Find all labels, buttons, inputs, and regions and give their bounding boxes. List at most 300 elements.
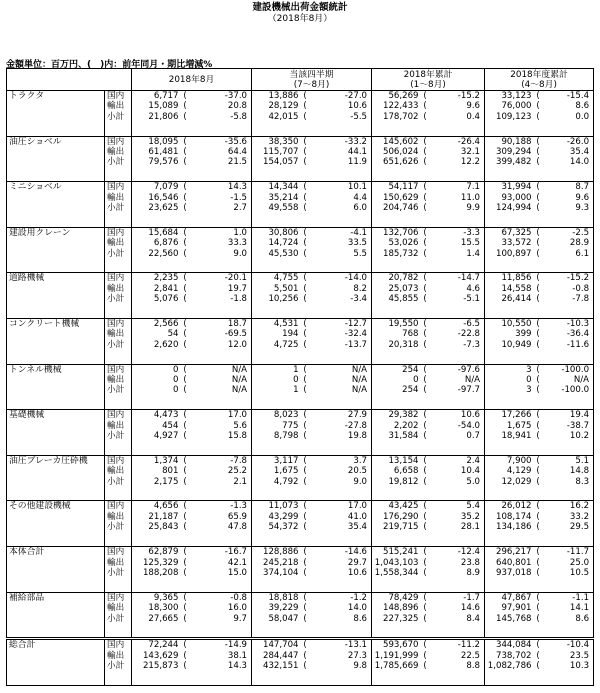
change-pct-cell: -1.3 (189, 501, 252, 512)
change-pct-cell: 10.6 (429, 410, 485, 421)
change-pct-cell: -54.0 (429, 421, 485, 431)
paren-cell: ( (536, 455, 540, 466)
column-header-line1: 2018年度累計 (510, 69, 568, 80)
category-cell (7, 340, 105, 350)
amount-cell: 62,879 (132, 547, 182, 558)
table-body (7, 91, 594, 686)
paren-cell: ( (423, 147, 427, 158)
paren-cell (422, 168, 429, 182)
change-pct-cell: -27.0 (309, 91, 372, 102)
amount-cell: 4,129 (506, 466, 532, 477)
amount-cell: 15,684 (132, 227, 182, 238)
amount-cell: 1 (252, 364, 302, 375)
change-pct-cell: -7.8 (189, 455, 252, 466)
amount-cell: 14,558 (501, 283, 532, 294)
amount-cell: 30,806 (252, 227, 302, 238)
paren-cell: ( (303, 227, 307, 238)
paren-cell: ( (303, 364, 307, 375)
category-cell (7, 441, 105, 455)
change-pct-cell: -4.1 (309, 227, 372, 238)
paren-cell: ( (536, 522, 540, 533)
paren-cell: ( (183, 283, 187, 294)
category-name: コンクリート機械 (7, 319, 105, 330)
amount-cell: 22,560 (148, 248, 179, 259)
amount-cell: 6,717 (132, 91, 182, 102)
paren-cell: ( (303, 294, 307, 305)
amount-cell: 1,191,999 (374, 650, 419, 661)
paren-cell: ( (536, 136, 540, 147)
change-pct-cell: 15.8 (189, 431, 252, 441)
amount-cell: 54 (167, 329, 179, 340)
change-pct-cell: -14.0 (309, 273, 372, 284)
change-pct-cell: -3.4 (309, 294, 372, 304)
table-row (7, 522, 594, 532)
amount-cell: 20,318 (388, 339, 419, 350)
change-pct-cell: 2.1 (189, 477, 252, 487)
change-pct-cell: 14.6 (429, 603, 485, 613)
table-row (7, 101, 594, 111)
table-row (7, 340, 594, 350)
change-pct-cell: -32.4 (309, 329, 372, 339)
change-pct-cell: -36.4 (542, 329, 594, 339)
amount-cell: 0 (132, 364, 182, 375)
amount-cell: 296,217 (485, 547, 535, 558)
change-pct-cell: 10.6 (309, 568, 372, 578)
change-pct-cell (542, 122, 594, 136)
amount-cell: 937,018 (495, 567, 532, 578)
amount-cell: 29,382 (372, 410, 422, 421)
paren-cell: ( (423, 203, 427, 214)
amount-cell: 1 (293, 385, 299, 396)
change-pct-cell: 5.5 (309, 249, 372, 259)
paren-cell (302, 305, 309, 319)
row-kind: 小計 (105, 522, 132, 532)
row-kind (105, 350, 132, 364)
change-pct-cell: -100.0 (542, 385, 594, 395)
amount-cell: 100,897 (495, 248, 532, 259)
row-kind: 小計 (105, 431, 132, 441)
category-cell (7, 421, 105, 431)
category-cell (7, 603, 105, 613)
paren-cell: ( (423, 182, 427, 193)
paren-cell: ( (303, 431, 307, 442)
amount-cell: 194 (282, 329, 299, 340)
change-pct-cell: 15.5 (429, 238, 485, 248)
column-header-line1: 当該四半期 (289, 69, 334, 80)
row-kind: 国内 (105, 547, 132, 558)
category-cell (7, 294, 105, 304)
paren-cell (182, 487, 189, 501)
change-pct-cell: -7.8 (542, 294, 594, 304)
amount-cell (132, 122, 182, 136)
paren-cell: ( (303, 522, 307, 533)
change-pct-cell (542, 441, 594, 455)
paren-cell: ( (303, 111, 307, 122)
change-pct-cell: 18.7 (189, 319, 252, 330)
amount-cell: 3 (526, 385, 532, 396)
paren-cell: ( (536, 283, 540, 294)
amount-cell: 2,235 (132, 273, 182, 284)
paren-cell: ( (423, 476, 427, 487)
category-cell (7, 249, 105, 259)
paren-cell: ( (183, 375, 187, 386)
paren-cell (422, 672, 429, 686)
column-header-line1: 2018年累計 (403, 69, 453, 80)
change-pct-cell (309, 624, 372, 639)
table-row (7, 294, 594, 304)
paren-cell: ( (183, 522, 187, 533)
change-pct-cell (309, 487, 372, 501)
table-row (7, 227, 594, 238)
change-pct-cell (542, 350, 594, 364)
paren-cell: ( (536, 557, 540, 568)
category-cell (7, 558, 105, 568)
paren-cell: ( (536, 501, 540, 512)
paren-cell: ( (536, 294, 540, 305)
amount-cell: 14,724 (268, 238, 299, 249)
report-subtitle: （2018年8月） (267, 14, 333, 24)
paren-cell: ( (536, 339, 540, 350)
paren-cell: ( (423, 522, 427, 533)
paren-cell (535, 396, 542, 410)
amount-cell: 42,015 (268, 111, 299, 122)
paren-cell: ( (303, 466, 307, 477)
change-pct-cell: 5.6 (189, 421, 252, 431)
paren-cell (182, 168, 189, 182)
change-pct-cell: N/A (189, 385, 252, 395)
paren-cell: ( (303, 567, 307, 578)
row-kind: 輸出 (105, 101, 132, 111)
row-kind (105, 122, 132, 136)
paren-cell: ( (303, 329, 307, 340)
amount-cell: 16,546 (148, 192, 179, 203)
category-name: ミニショベル (7, 182, 105, 193)
change-pct-cell: -15.2 (542, 273, 594, 284)
amount-cell: 150,629 (382, 192, 419, 203)
category-cell (7, 614, 105, 624)
change-pct-cell: 21.5 (189, 157, 252, 167)
paren-cell (422, 350, 429, 364)
change-pct-cell: 14.3 (189, 182, 252, 193)
amount-cell (252, 578, 302, 592)
paren-cell (422, 578, 429, 592)
amount-cell: 97,901 (501, 603, 532, 614)
change-pct-cell: 33.2 (542, 512, 594, 522)
table-row (7, 284, 594, 294)
row-kind: 輸出 (105, 329, 132, 339)
change-pct-cell: -14.6 (309, 547, 372, 558)
paren-cell (182, 396, 189, 410)
change-pct-cell (429, 441, 485, 455)
amount-cell: 15,089 (148, 101, 179, 112)
amount-cell (485, 487, 535, 501)
change-pct-cell: 35.4 (309, 522, 372, 532)
category-cell (7, 578, 105, 592)
change-pct-cell: -13.7 (309, 340, 372, 350)
paren-cell: ( (423, 375, 427, 386)
paren-cell: ( (303, 455, 307, 466)
row-kind: 小計 (105, 112, 132, 122)
amount-cell: 4,473 (132, 410, 182, 421)
table-row (7, 319, 594, 330)
change-pct-cell (429, 168, 485, 182)
paren-cell: ( (183, 661, 187, 672)
table-row (7, 193, 594, 203)
change-pct-cell: 12.0 (189, 340, 252, 350)
table-row (7, 273, 594, 284)
amount-cell: 0 (526, 375, 532, 386)
amount-cell (252, 259, 302, 273)
paren-cell: ( (183, 329, 187, 340)
change-pct-cell: 5.1 (542, 455, 594, 466)
amount-cell (252, 672, 302, 686)
table-row (7, 466, 594, 476)
amount-cell: 13,154 (372, 455, 422, 466)
paren-cell: ( (303, 511, 307, 522)
amount-cell: 2,841 (153, 283, 179, 294)
category-name: 道路機械 (7, 273, 105, 284)
row-kind: 国内 (105, 182, 132, 193)
category-cell (7, 533, 105, 547)
table-row-spacer (7, 168, 594, 182)
change-pct-cell (542, 396, 594, 410)
change-pct-cell: 23.8 (429, 558, 485, 568)
change-pct-cell: -0.8 (189, 592, 252, 603)
amount-cell (132, 213, 182, 227)
amount-cell: 1,374 (132, 455, 182, 466)
amount-cell: 9,365 (132, 592, 182, 603)
amount-cell (132, 487, 182, 501)
amount-cell: 801 (162, 466, 179, 477)
amount-cell: 4,656 (132, 501, 182, 512)
paren-cell: ( (536, 91, 540, 101)
paren-cell: ( (423, 136, 427, 147)
category-name: 本体合計 (7, 547, 105, 558)
amount-cell (372, 213, 422, 227)
table-row-spacer (7, 624, 594, 639)
paren-cell: ( (183, 238, 187, 249)
row-kind: 小計 (105, 340, 132, 350)
amount-cell (485, 213, 535, 227)
category-cell (7, 624, 105, 639)
change-pct-cell: 8.2 (309, 284, 372, 294)
paren-cell: ( (423, 227, 427, 238)
change-pct-cell: 5.4 (429, 501, 485, 512)
change-pct-cell (189, 578, 252, 592)
amount-cell: 593,670 (372, 639, 422, 651)
amount-cell: 6,876 (153, 238, 179, 249)
amount-cell: 215,873 (142, 661, 179, 672)
amount-cell: 128,886 (252, 547, 302, 558)
amount-cell (372, 441, 422, 455)
category-cell (7, 284, 105, 294)
paren-cell: ( (183, 273, 187, 284)
change-pct-cell: -20.1 (189, 273, 252, 284)
amount-cell (252, 533, 302, 547)
amount-cell: 125,329 (142, 557, 179, 568)
change-pct-cell: 10.4 (429, 466, 485, 476)
amount-cell (132, 672, 182, 686)
change-pct-cell: 19.4 (542, 410, 594, 421)
change-pct-cell: -2.5 (542, 227, 594, 238)
paren-cell: ( (183, 147, 187, 158)
amount-cell: 176,290 (382, 511, 419, 522)
amount-cell (132, 624, 182, 639)
row-kind (105, 396, 132, 410)
category-cell (7, 466, 105, 476)
amount-cell: 374,104 (262, 567, 299, 578)
paren-cell: ( (183, 650, 187, 661)
amount-cell: 2,566 (132, 319, 182, 330)
row-kind (105, 578, 132, 592)
change-pct-cell: 1.4 (429, 249, 485, 259)
amount-cell (485, 259, 535, 273)
change-pct-cell (309, 672, 372, 686)
paren-cell: ( (536, 431, 540, 442)
paren-cell: ( (303, 650, 307, 661)
change-pct-cell (542, 305, 594, 319)
change-pct-cell: 32.1 (429, 147, 485, 157)
change-pct-cell (189, 350, 252, 364)
change-pct-cell (189, 441, 252, 455)
amount-cell: 1,675 (273, 466, 299, 477)
amount-cell: 72,244 (132, 639, 182, 651)
amount-cell: 254 (402, 385, 419, 396)
amount-cell: 2,202 (393, 420, 419, 431)
change-pct-cell: 64.4 (189, 147, 252, 157)
amount-cell: 43,299 (268, 511, 299, 522)
category-cell (7, 487, 105, 501)
paren-cell: ( (423, 511, 427, 522)
amount-cell: 109,123 (495, 111, 532, 122)
column-header (252, 69, 372, 91)
amount-cell: 31,584 (388, 431, 419, 442)
paren-cell (302, 396, 309, 410)
paren-cell: ( (536, 640, 540, 651)
change-pct-cell (429, 672, 485, 686)
row-kind (105, 441, 132, 455)
change-pct-cell: -26.0 (542, 136, 594, 147)
row-kind: 小計 (105, 249, 132, 259)
change-pct-cell: 17.0 (309, 501, 372, 512)
change-pct-cell: 19.8 (309, 431, 372, 441)
row-kind: 国内 (105, 592, 132, 603)
table-row (7, 182, 594, 193)
amount-cell: 399 (515, 329, 532, 340)
category-name: 油圧ブレーカ圧砕機 (7, 455, 105, 466)
change-pct-cell: 38.1 (189, 651, 252, 661)
table-row-spacer (7, 305, 594, 319)
amount-cell: 21,187 (148, 511, 179, 522)
change-pct-cell: -12.7 (309, 319, 372, 330)
category-name: その他建設機械 (7, 501, 105, 512)
change-pct-cell: 16.0 (189, 603, 252, 613)
row-kind: 国内 (105, 227, 132, 238)
amount-cell: 56,269 (372, 91, 422, 102)
amount-cell: 10,256 (268, 294, 299, 305)
change-pct-cell: 5.0 (429, 477, 485, 487)
amount-cell: 45,855 (388, 294, 419, 305)
change-pct-cell (309, 533, 372, 547)
amount-cell (485, 533, 535, 547)
amount-cell: 188,208 (142, 567, 179, 578)
amount-cell: 0 (173, 385, 179, 396)
amount-cell (372, 350, 422, 364)
paren-cell: ( (303, 157, 307, 168)
table-row-spacer (7, 259, 594, 273)
amount-cell: 25,843 (148, 522, 179, 533)
category-name: 油圧ショベル (7, 136, 105, 147)
row-kind: 国内 (105, 319, 132, 330)
amount-cell: 35,214 (268, 192, 299, 203)
change-pct-cell (542, 533, 594, 547)
paren-cell (535, 672, 542, 686)
change-pct-cell (429, 624, 485, 639)
paren-cell: ( (183, 557, 187, 568)
paren-cell (302, 122, 309, 136)
change-pct-cell: 0.0 (542, 112, 594, 122)
paren-cell: ( (183, 364, 187, 375)
category-cell (7, 147, 105, 157)
paren-cell: ( (423, 547, 427, 558)
amount-cell (485, 305, 535, 319)
row-kind (105, 533, 132, 547)
paren-cell (182, 578, 189, 592)
amount-cell: 0 (293, 375, 299, 386)
paren-cell: ( (183, 385, 187, 396)
paren-cell: ( (303, 136, 307, 147)
change-pct-cell (189, 168, 252, 182)
paren-cell (535, 168, 542, 182)
paren-cell: ( (303, 476, 307, 487)
table-row-spacer (7, 122, 594, 136)
change-pct-cell: 35.4 (542, 147, 594, 157)
amount-cell: 4,792 (273, 476, 299, 487)
paren-cell: ( (536, 238, 540, 249)
paren-cell: ( (303, 91, 307, 101)
change-pct-cell: -100.0 (542, 364, 594, 375)
change-pct-cell: N/A (542, 375, 594, 385)
paren-cell: ( (536, 661, 540, 672)
change-pct-cell: -5.8 (189, 112, 252, 122)
change-pct-cell (309, 441, 372, 455)
change-pct-cell: 41.0 (309, 512, 372, 522)
paren-cell: ( (183, 192, 187, 203)
paren-cell: ( (423, 101, 427, 112)
change-pct-cell: 10.1 (309, 182, 372, 193)
category-cell (7, 305, 105, 319)
amount-cell: 18,300 (148, 603, 179, 614)
row-kind: 小計 (105, 294, 132, 304)
table-row (7, 249, 594, 259)
paren-cell (302, 624, 309, 639)
paren-cell: ( (183, 547, 187, 558)
change-pct-cell: 9.6 (429, 101, 485, 111)
amount-cell: 28,129 (268, 101, 299, 112)
change-pct-cell (189, 672, 252, 686)
report-title: 建設機械出荷金額統計 (252, 2, 348, 13)
amount-cell: 5,501 (273, 283, 299, 294)
amount-cell (372, 305, 422, 319)
table-row (7, 477, 594, 487)
change-pct-cell: -97.6 (429, 364, 485, 375)
paren-cell: ( (423, 661, 427, 672)
amount-cell (252, 487, 302, 501)
change-pct-cell: -35.6 (189, 136, 252, 147)
change-pct-cell (542, 487, 594, 501)
category-cell (7, 375, 105, 385)
change-pct-cell: 14.0 (309, 603, 372, 613)
